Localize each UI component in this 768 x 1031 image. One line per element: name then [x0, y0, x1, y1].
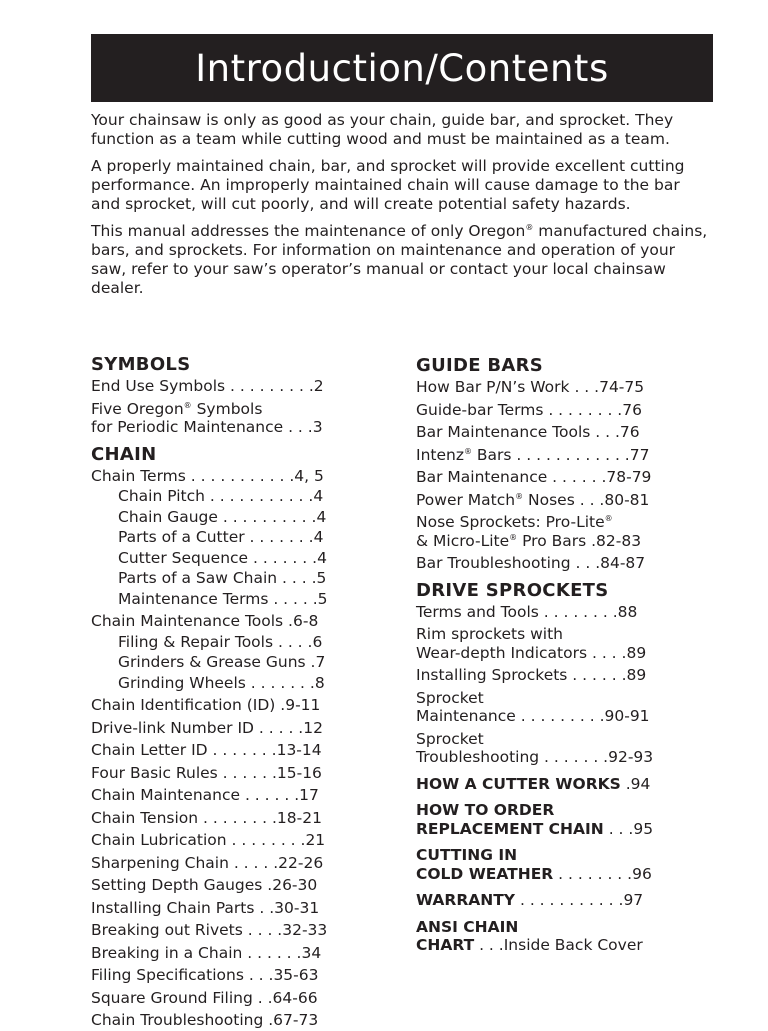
toc-entry[interactable]: Breaking out Rivets . . . .32-33	[91, 921, 328, 939]
toc-entry[interactable]: Chain Identification (ID) .9-11	[91, 696, 321, 714]
toc-entry-line: Troubleshooting . . . . . . .92-93	[416, 748, 654, 766]
toc-entry[interactable]: Guide-bar Terms . . . . . . . .76	[416, 400, 642, 419]
toc-entry[interactable]: Square Ground Filing . .64-66	[91, 988, 318, 1007]
toc-entry-bold-label: ANSI CHAIN	[416, 917, 519, 936]
toc-subentry[interactable]: Chain Gauge . . . . . . . . . .4	[118, 507, 327, 526]
toc-entry[interactable]: Power Match® Noses . . .80-81	[416, 490, 650, 509]
section-heading-symbols: SYMBOLS	[91, 354, 191, 375]
toc-entry[interactable]: Chain Letter ID . . . . . . .13-14	[91, 741, 322, 759]
toc-entry[interactable]: Installing Chain Parts . .30-31	[91, 898, 320, 917]
toc-entry-line: Sprocket	[416, 688, 484, 707]
toc-entry-page: . . .Inside Back Cover	[474, 936, 643, 954]
toc-entry-bold-label: WARRANTY	[416, 891, 516, 909]
toc-entry-page: . . . . . . . . . . .97	[515, 891, 644, 909]
toc-entry-bold-label: REPLACEMENT CHAIN	[416, 819, 604, 838]
toc-subentry[interactable]: Parts of a Saw Chain . . . .5	[118, 569, 327, 587]
toc-entry[interactable]	[416, 686, 716, 727]
toc-entry[interactable]: Bar Troubleshooting . . .84-87	[416, 554, 646, 572]
intro-text	[91, 111, 713, 306]
page-title: Introduction/Contents	[195, 46, 609, 90]
toc-entry[interactable]	[91, 397, 391, 438]
toc-entry-line: Wear-depth Indicators . . . .89	[416, 643, 647, 662]
toc-subentry[interactable]: Filing & Repair Tools . . . .6	[118, 632, 323, 651]
toc-left-column	[91, 354, 391, 1031]
toc-entry[interactable]: Chain Troubleshooting .67-73	[91, 1011, 319, 1029]
toc-subentry[interactable]: Parts of a Cutter . . . . . . .4	[118, 528, 324, 546]
toc-entry[interactable]: Installing Sprockets . . . . . .89	[416, 666, 647, 684]
toc-entry[interactable]: Filing Specifications . . .35-63	[91, 966, 319, 984]
toc-entry[interactable]: End Use Symbols . . . . . . . . .2	[91, 377, 324, 395]
toc-entry-bold-label: CHART	[416, 936, 475, 954]
toc-entry-bold-label: HOW TO ORDER	[416, 801, 555, 819]
toc-entry[interactable]	[416, 510, 716, 551]
toc-entry[interactable]: Bar Maintenance Tools . . .76	[416, 423, 640, 441]
toc-entry-cutting-in-cold-weather[interactable]	[416, 845, 716, 884]
toc-entry[interactable]: Chain Lubrication . . . . . . . .21	[91, 831, 326, 849]
toc-entry[interactable]: Bar Maintenance . . . . . .78-79	[416, 468, 652, 486]
toc-entry[interactable]: Four Basic Rules . . . . . .15-16	[91, 763, 322, 782]
toc-entry[interactable]: Breaking in a Chain . . . . . .34	[91, 943, 322, 962]
toc-entry-ansi-chain-chart[interactable]	[416, 917, 716, 956]
toc-entry-line: & Micro-Lite® Pro Bars .82-83	[416, 531, 642, 550]
section-heading-drive-sprockets: DRIVE SPROCKETS	[416, 579, 609, 601]
toc-entry-line: Nose Sprockets: Pro-Lite®	[416, 513, 613, 531]
section-heading-guide-bars: GUIDE BARS	[416, 355, 544, 376]
toc-entry-how-a-cutter-works[interactable]	[416, 774, 716, 795]
toc-entry[interactable]: Chain Terms . . . . . . . . . . .4, 5	[91, 466, 324, 485]
title-banner	[91, 34, 713, 102]
toc-entry-warranty[interactable]	[416, 890, 716, 911]
toc-entry[interactable]: Intenz® Bars . . . . . . . . . . . .77	[416, 445, 650, 464]
toc-entry[interactable]: Chain Maintenance . . . . . .17	[91, 786, 319, 804]
toc-entry[interactable]: Setting Depth Gauges .26-30	[91, 876, 318, 894]
toc-entry-line: Maintenance . . . . . . . . .90-91	[416, 707, 650, 725]
intro-paragraph: A properly maintained chain, bar, and sprocket will provide excellent cutting performance. An improperly maintained chain will cause damage to the bar and sprocket, will cut poorly, and will create potential safety hazards.	[91, 157, 685, 213]
toc-entry[interactable]: Chain Maintenance Tools .6-8	[91, 612, 319, 630]
toc-entry-page: .94	[620, 774, 651, 793]
toc-entry[interactable]: How Bar P/N’s Work . . .74-75	[416, 378, 645, 396]
toc-subentry[interactable]: Maintenance Terms . . . . .5	[118, 589, 328, 608]
toc-entry[interactable]: Drive-link Number ID . . . . .12	[91, 718, 323, 737]
toc-subentry[interactable]: Grinders & Grease Guns .7	[118, 653, 326, 671]
intro-paragraph: This manual addresses the maintenance of only Oregon® manufactured chains, bars, and sprockets. For information on maintenance and operation of your saw, refer to your saw’s operator’s manual or contact your local chainsaw dealer.	[91, 222, 708, 297]
toc-subentry[interactable]: Chain Pitch . . . . . . . . . . .4	[118, 487, 324, 505]
toc-entry-line: Rim sprockets with	[416, 625, 563, 643]
toc-entry-page: . . . . . . . .96	[553, 864, 652, 883]
toc-entry-line: for Periodic Maintenance . . .3	[91, 418, 323, 436]
toc-entry-line: Sprocket	[416, 729, 484, 748]
toc-entry[interactable]	[416, 727, 716, 768]
toc-subentry[interactable]: Cutter Sequence . . . . . . .4	[118, 548, 327, 567]
toc-entry-bold-label: COLD WEATHER	[416, 864, 554, 883]
toc-entry[interactable]: Sharpening Chain . . . . .22-26	[91, 853, 324, 872]
toc-entry-how-to-order[interactable]	[416, 800, 716, 839]
toc-entry-bold-label: HOW A CUTTER WORKS	[416, 774, 621, 793]
intro-paragraph: Your chainsaw is only as good as your chain, guide bar, and sprocket. They function as a team while cutting wood and must be maintained as a team.	[91, 111, 674, 148]
section-heading-chain: CHAIN	[91, 443, 157, 465]
toc-entry[interactable]: Terms and Tools . . . . . . . .88	[416, 602, 638, 621]
toc-entry-line: Five Oregon® Symbols	[91, 399, 263, 418]
toc-entry-page: . . .95	[603, 819, 654, 838]
toc-entry[interactable]	[416, 622, 716, 663]
toc-right-column	[416, 354, 716, 956]
toc-entry[interactable]: Chain Tension . . . . . . . .18-21	[91, 808, 322, 827]
toc-subentry[interactable]: Grinding Wheels . . . . . . .8	[118, 673, 325, 692]
toc-entry-bold-label: CUTTING IN	[416, 846, 518, 864]
